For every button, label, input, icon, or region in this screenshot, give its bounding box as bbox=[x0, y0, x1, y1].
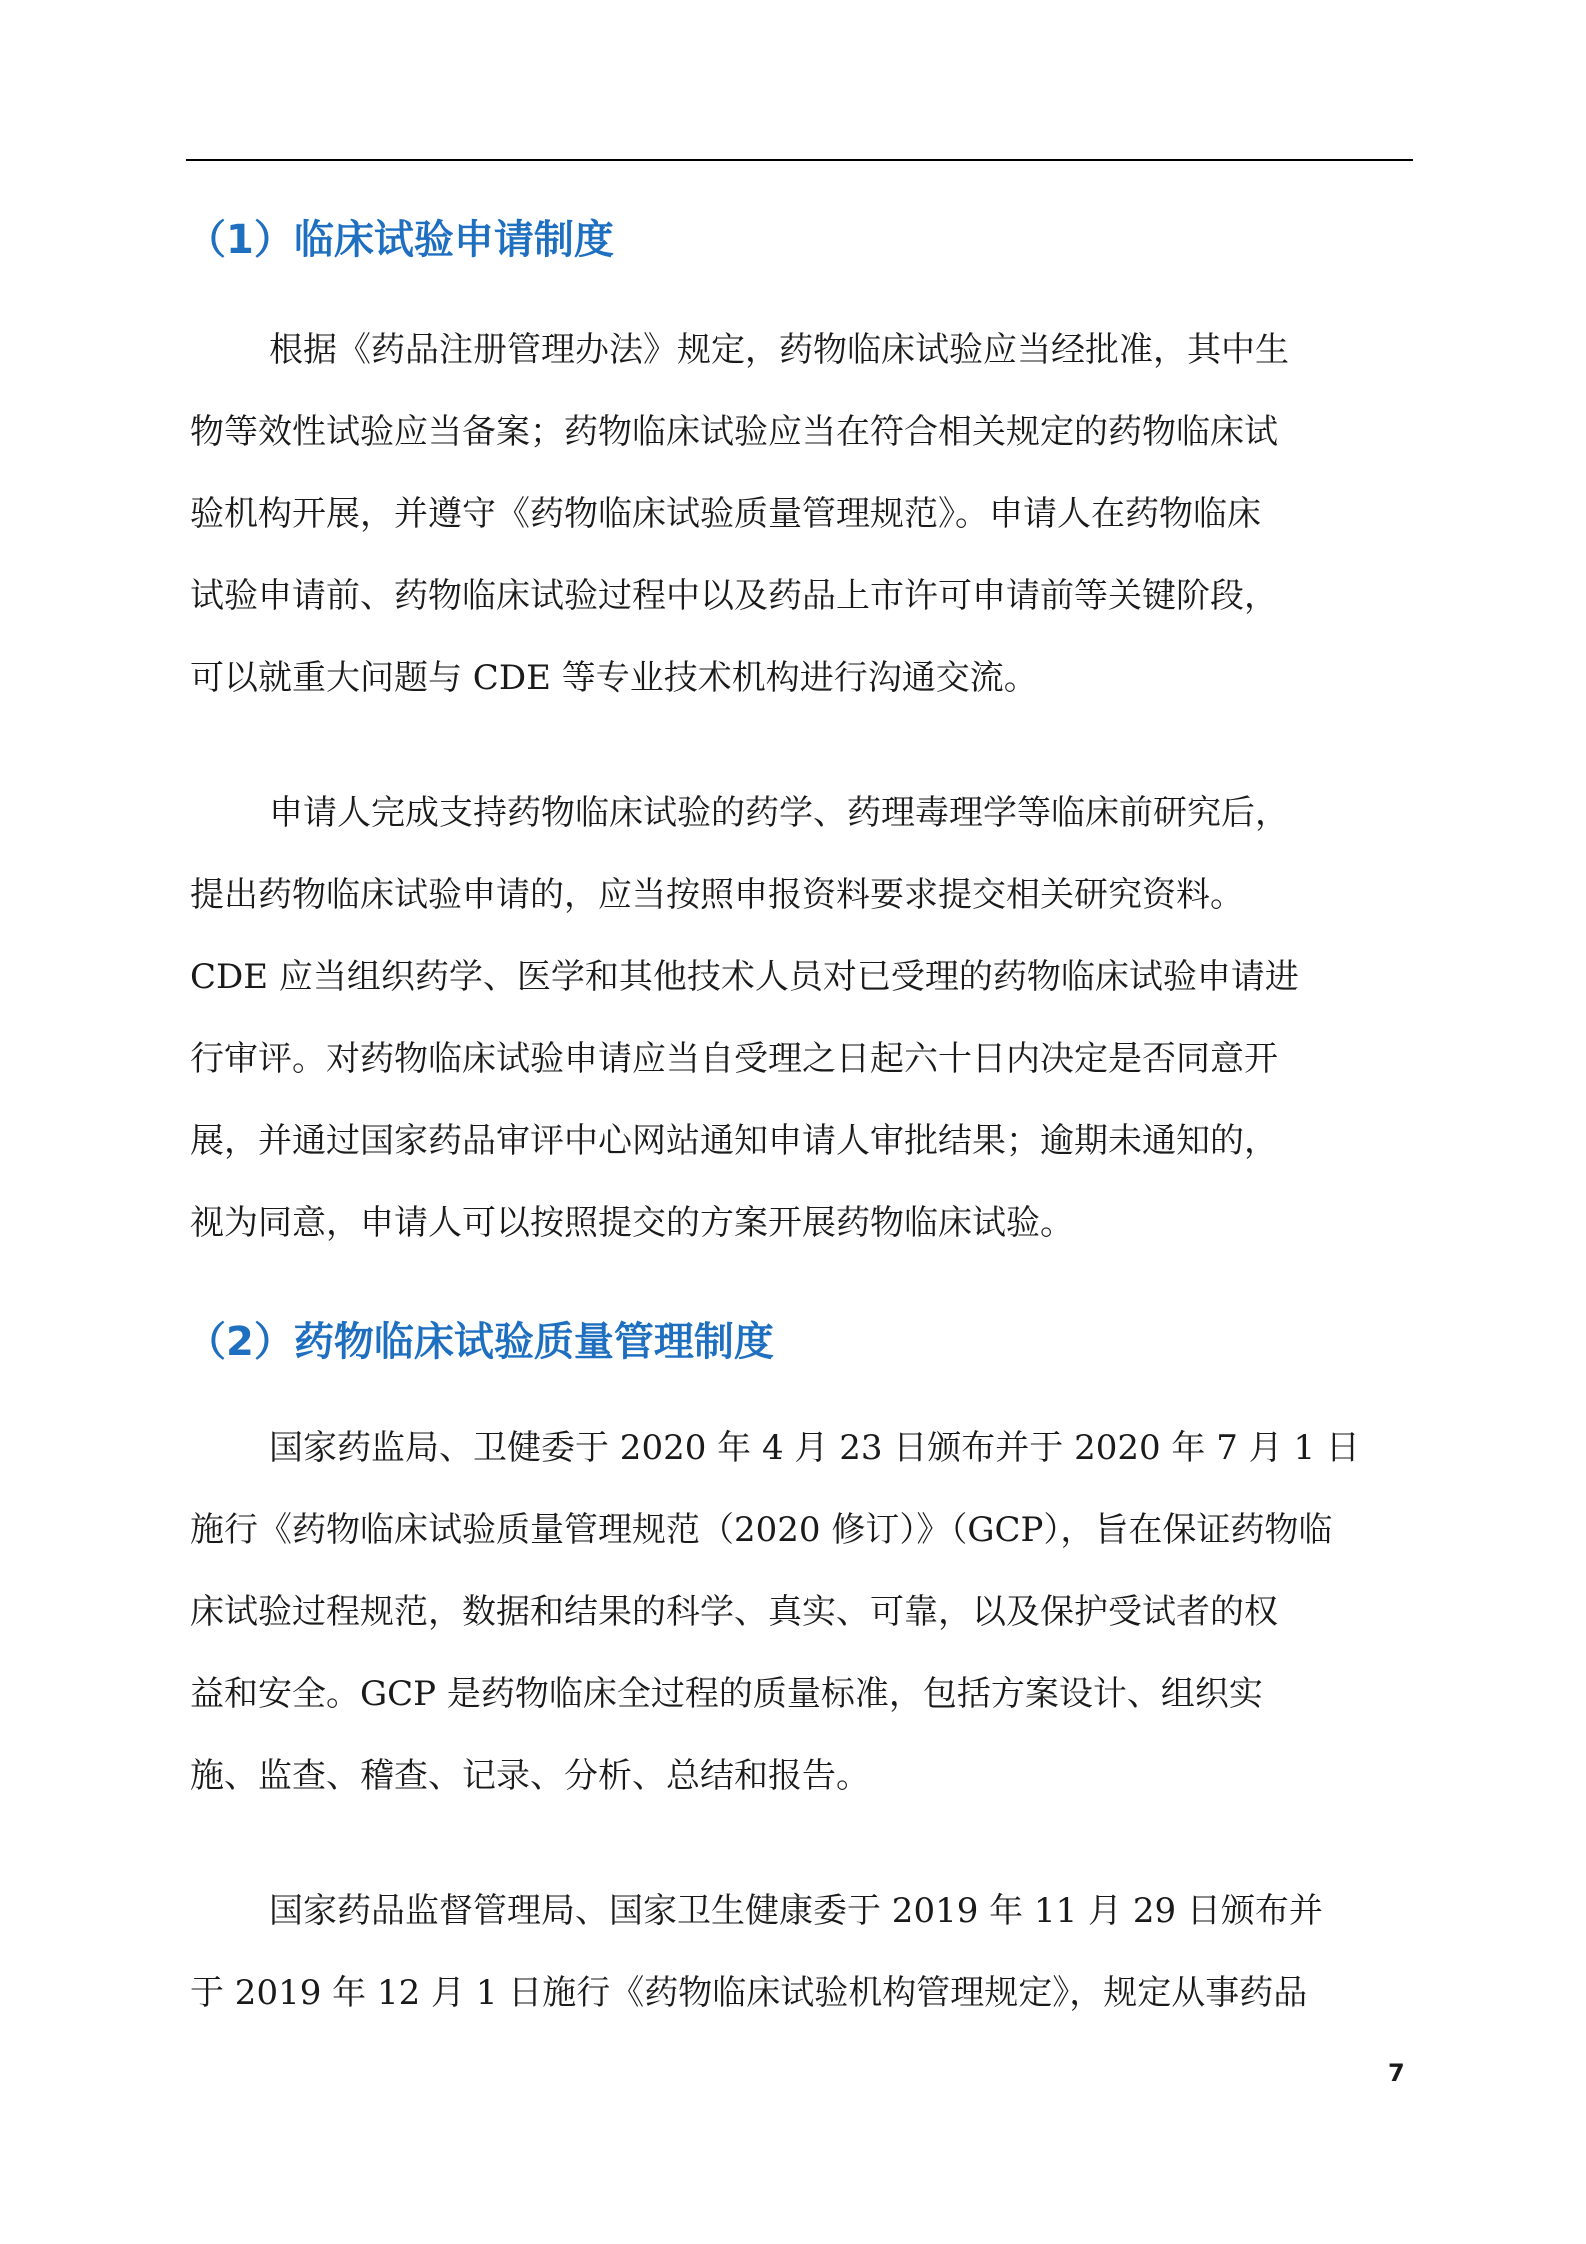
paragraph-line: 验机构开展，并遵守《药物临床试验质量管理规范》。申请人在药物临床 bbox=[190, 494, 1261, 534]
header-rule bbox=[186, 159, 1413, 161]
paragraph-line: 申请人完成支持药物临床试验的药学、药理毒理学等临床前研究后， bbox=[269, 793, 1289, 833]
paragraph-line: 国家药品监督管理局、国家卫生健康委于 2019 年 11 月 29 日颁布并 bbox=[269, 1891, 1323, 1931]
paragraph-line: 可以就重大问题与 CDE 等专业技术机构进行沟通交流。 bbox=[190, 658, 1038, 698]
paragraph bbox=[190, 1407, 1360, 1817]
paragraph-line: 视为同意，申请人可以按照提交的方案开展药物临床试验。 bbox=[190, 1203, 1074, 1243]
paragraph bbox=[190, 1870, 1323, 2034]
paragraph bbox=[190, 309, 1289, 719]
paragraph-line: 根据《药品注册管理办法》规定，药物临床试验应当经批准，其中生 bbox=[269, 330, 1289, 370]
paragraph-line: 物等效性试验应当备案；药物临床试验应当在符合相关规定的药物临床试 bbox=[190, 412, 1278, 452]
paragraph-line: 展，并通过国家药品审评中心网站通知申请人审批结果；逾期未通知的， bbox=[190, 1121, 1278, 1161]
paragraph bbox=[190, 772, 1299, 1264]
paragraph-line: 益和安全。GCP 是药物临床全过程的质量标准，包括方案设计、组织实 bbox=[190, 1674, 1263, 1714]
paragraph-line: 提出药物临床试验申请的，应当按照申报资料要求提交相关研究资料。 bbox=[190, 875, 1244, 915]
paragraph-line: 床试验过程规范，数据和结果的科学、真实、可靠，以及保护受试者的权 bbox=[190, 1592, 1278, 1632]
paragraph-line: 施、监查、稽查、记录、分析、总结和报告。 bbox=[190, 1756, 870, 1796]
paragraph-line: 试验申请前、药物临床试验过程中以及药品上市许可申请前等关键阶段， bbox=[190, 576, 1278, 616]
section-heading-clinical-trial-application: （1）临床试验申请制度 bbox=[186, 217, 614, 263]
section-heading-gcp-quality-management: （2）药物临床试验质量管理制度 bbox=[186, 1319, 774, 1365]
page-number: 7 bbox=[1388, 2059, 1405, 2087]
paragraph-line: 行审评。对药物临床试验申请应当自受理之日起六十日内决定是否同意开 bbox=[190, 1039, 1278, 1079]
paragraph-line: 施行《药物临床试验质量管理规范（2020 修订）》（GCP），旨在保证药物临 bbox=[190, 1510, 1333, 1550]
paragraph-line: CDE 应当组织药学、医学和其他技术人员对已受理的药物临床试验申请进 bbox=[190, 957, 1299, 997]
paragraph-line: 于 2019 年 12 月 1 日施行《药物临床试验机构管理规定》，规定从事药品 bbox=[190, 1973, 1308, 2013]
paragraph-line: 国家药监局、卫健委于 2020 年 4 月 23 日颁布并于 2020 年 7 月 1 日 bbox=[269, 1428, 1360, 1468]
